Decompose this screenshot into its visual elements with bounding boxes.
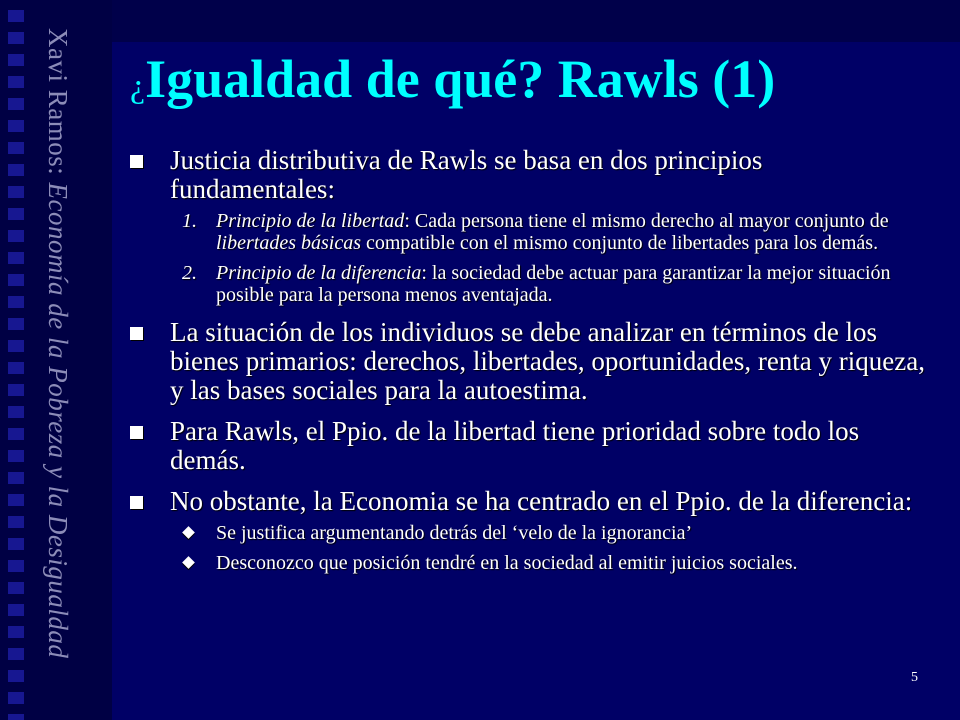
diamond-bullet-icon — [182, 526, 195, 539]
item-text: : Cada persona tiene el mismo derecho al mayor conjunto de — [404, 210, 889, 232]
slide-content — [130, 146, 930, 586]
bullet-item-4 — [130, 487, 930, 574]
bullet-text-2: La situación de los individuos se debe analizar en términos de los bienes primarios: derechos, libertades, oportunidades, renta y riqueza, y las bases sociales para la autoestima. — [170, 317, 925, 405]
title-open-question-mark: ¿ — [130, 68, 146, 105]
square-bullet-icon — [130, 426, 143, 439]
sub-bullet-item-1 — [170, 522, 930, 544]
square-bullet-icon — [130, 496, 143, 509]
sub-bullet-text: Desconozco que posición tendré en la sociedad al emitir juicios sociales. — [216, 552, 798, 574]
bullet-text-3: Para Rawls, el Ppio. de la libertad tiene prioridad sobre todo los demás. — [170, 416, 860, 475]
bullet-text-4: No obstante, la Economia se ha centrado en el Ppio. de la diferencia: — [170, 486, 913, 516]
bullet-item-1 — [130, 146, 930, 306]
numbered-sublist — [170, 210, 930, 306]
sub-bullet-item-2 — [170, 552, 930, 574]
page-number: 5 — [911, 670, 918, 685]
item-number: 2. — [182, 262, 197, 284]
item-term: Principio de la diferencia — [216, 262, 422, 284]
course-name: Economía de la Pobreza y la Desigualdad — [43, 182, 73, 659]
author-name: Xavi Ramos: — [43, 28, 73, 183]
item-text: : la sociedad debe actuar para garantizar la mejor situación posible para la persona menos aventajada. — [216, 262, 891, 306]
item-term-2: libertades básicas — [216, 232, 361, 254]
diamond-sublist — [170, 522, 930, 574]
sidebar-square-pattern — [8, 0, 24, 720]
item-term: Principio de la libertad — [216, 210, 405, 232]
vertical-course-caption — [42, 28, 73, 658]
diamond-bullet-icon — [182, 556, 195, 569]
numbered-item-2 — [170, 262, 930, 306]
bullet-item-3 — [130, 417, 930, 475]
numbered-item-1 — [170, 210, 930, 254]
slide-title — [130, 48, 930, 110]
item-number: 1. — [182, 210, 197, 232]
sub-bullet-text: Se justifica argumentando detrás del ‘velo de la ignorancia’ — [216, 522, 693, 544]
square-bullet-icon — [130, 327, 143, 340]
bullet-item-2 — [130, 318, 930, 405]
square-bullet-icon — [130, 155, 143, 168]
sidebar — [0, 0, 112, 720]
bullet-text-1: Justicia distributiva de Rawls se basa en dos principios fundamentales: — [170, 145, 763, 204]
item-text-2: compatible con el mismo conjunto de libertades para los demás. — [361, 232, 879, 254]
top-bar — [112, 0, 960, 42]
title-text: Igualdad de qué? Rawls (1) — [145, 49, 776, 109]
